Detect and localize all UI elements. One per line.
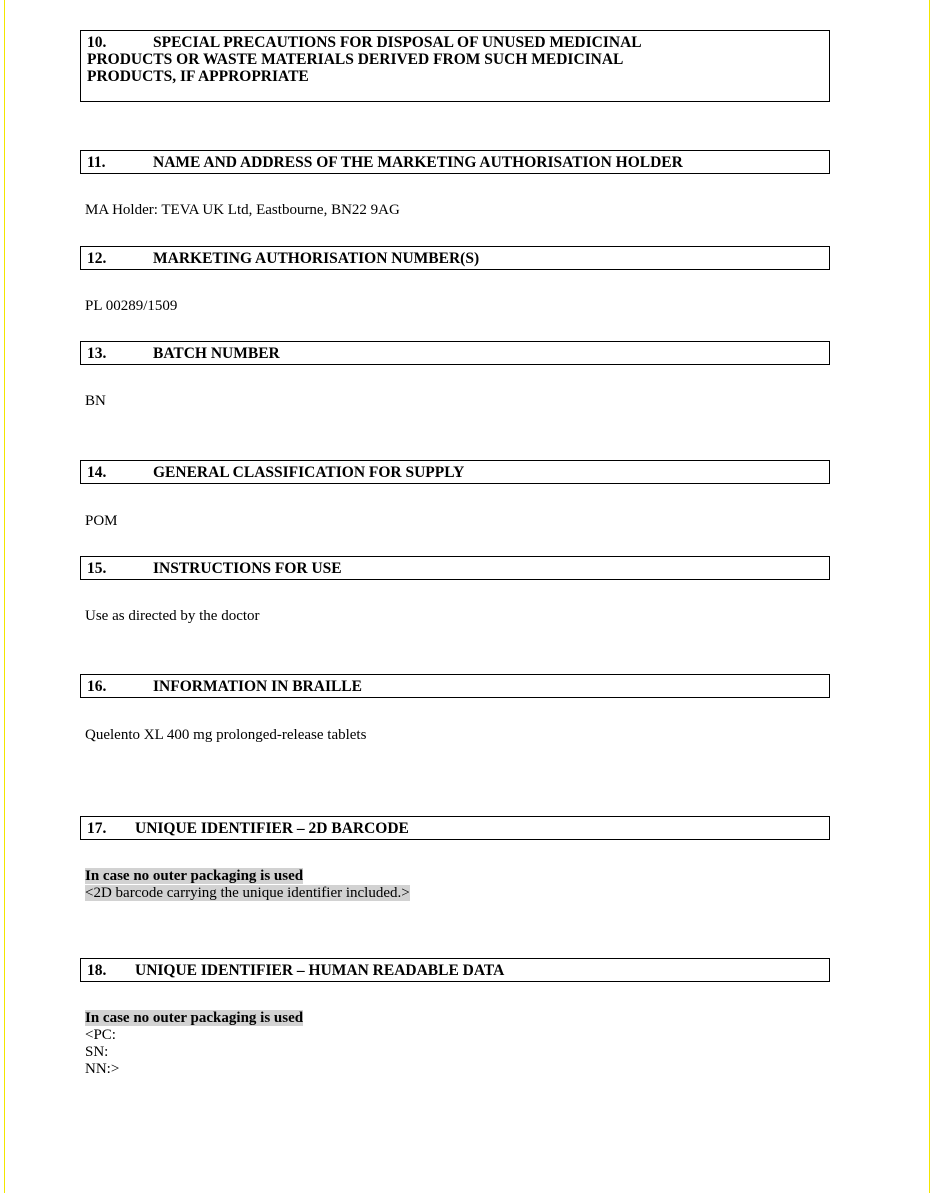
section-17-note: In case no outer packaging is used (85, 868, 304, 884)
section-10-heading (80, 30, 830, 102)
section-title-line: PRODUCTS OR WASTE MATERIALS DERIVED FROM SUCH MEDICINAL (87, 51, 624, 68)
section-15-body: Use as directed by the doctor (85, 608, 260, 624)
section-number: 18. (87, 962, 107, 979)
section-title: SPECIAL PRECAUTIONS FOR DISPOSAL OF UNUSED MEDICINAL (153, 34, 642, 51)
section-16-heading (80, 674, 830, 698)
section-number: 13. (87, 345, 107, 362)
section-title-line: PRODUCTS, IF APPROPRIATE (87, 68, 309, 85)
section-number: 17. (87, 820, 107, 837)
section-18-content (85, 1010, 303, 1078)
section-17-body: <2D barcode carrying the unique identifier included.> (85, 885, 410, 901)
section-15-heading (80, 556, 830, 580)
section-title: INFORMATION IN BRAILLE (153, 678, 362, 695)
section-18-nn: NN:> (85, 1061, 120, 1077)
section-title: BATCH NUMBER (153, 345, 280, 362)
section-title: NAME AND ADDRESS OF THE MARKETING AUTHORISATION HOLDER (153, 154, 683, 171)
section-12-heading (80, 246, 830, 270)
section-title: GENERAL CLASSIFICATION FOR SUPPLY (153, 464, 465, 481)
section-11-body: MA Holder: TEVA UK Ltd, Eastbourne, BN22 9AG (85, 202, 400, 218)
section-16-body: Quelento XL 400 mg prolonged-release tablets (85, 727, 367, 743)
section-13-heading (80, 341, 830, 365)
section-number: 14. (87, 464, 107, 481)
section-18-pc: <PC: (85, 1027, 116, 1043)
section-13-body: BN (85, 393, 106, 409)
section-11-heading (80, 150, 830, 174)
document-page (4, 0, 930, 1193)
section-12-body: PL 00289/1509 (85, 298, 178, 314)
section-title: UNIQUE IDENTIFIER – 2D BARCODE (135, 820, 409, 837)
section-18-heading (80, 958, 830, 982)
section-number: 15. (87, 560, 107, 577)
section-number: 11. (87, 154, 106, 171)
section-title: MARKETING AUTHORISATION NUMBER(S) (153, 250, 480, 267)
section-number: 10. (87, 34, 107, 51)
section-number: 16. (87, 678, 107, 695)
section-18-sn: SN: (85, 1044, 109, 1060)
section-number: 12. (87, 250, 107, 267)
section-18-note: In case no outer packaging is used (85, 1010, 304, 1026)
section-14-body: POM (85, 513, 118, 529)
section-17-heading (80, 816, 830, 840)
section-title: UNIQUE IDENTIFIER – HUMAN READABLE DATA (135, 962, 505, 979)
section-14-heading (80, 460, 830, 484)
section-17-content (85, 868, 410, 902)
section-title: INSTRUCTIONS FOR USE (153, 560, 342, 577)
